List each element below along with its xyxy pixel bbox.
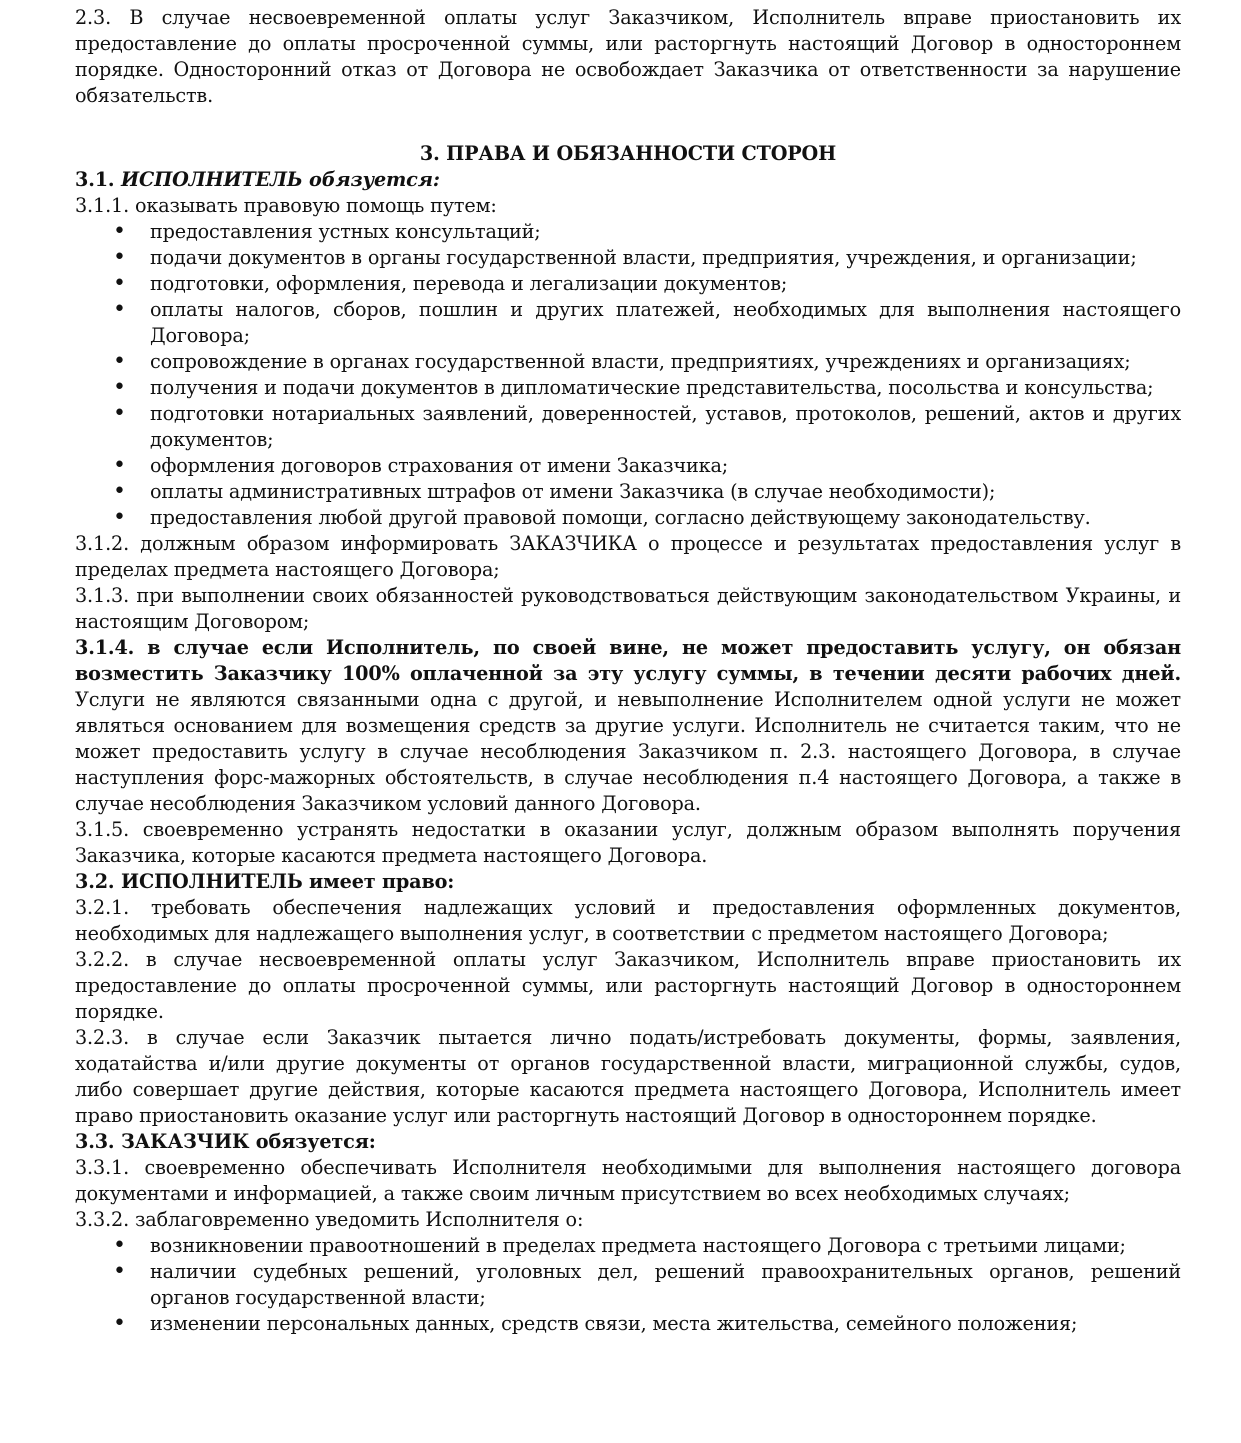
subsection-3-1 bbox=[75, 167, 1181, 193]
list-item: • оформления договоров страхования от имени Заказчика; bbox=[75, 453, 1181, 479]
list-item: • получения и подачи документов в дипломатические представительства, посольства и консульства; bbox=[75, 375, 1181, 401]
list-item: • подачи документов в органы государственной власти, предприятия, учреждения, и организации; bbox=[75, 245, 1181, 271]
list-item: • наличии судебных решений, уголовных дел, решений правоохранительных органов, решений органов государственной власти; bbox=[75, 1259, 1181, 1311]
services-list bbox=[75, 219, 1181, 531]
clause-3-1-4-bold: 3.1.4. в случае если Исполнитель, по своей вине, не может предоставить услугу, он обязан возместить Заказчику 100% оплаченной за эту услугу суммы, в течении десяти рабочих дней. bbox=[75, 636, 1181, 685]
list-item: • предоставления устных консультаций; bbox=[75, 219, 1181, 245]
clause-3-1-1: 3.1.1. оказывать правовую помощь путем: bbox=[75, 194, 497, 217]
clause-3-2-3: 3.2.3. в случае если Заказчик пытается лично подать/истребовать документы, формы, заявления, ходатайства и/или другие документы от органов государственной власти, миграционной службы, судов, либо совершает другие действия, которые касаются предмета настоящего Договора, Исполнитель имеет право приостановить оказание услуг или расторгнуть настоящий Договор в одностороннем порядке. bbox=[75, 1026, 1181, 1127]
list-item: • оплаты налогов, сборов, пошлин и других платежей, необходимых для выполнения настоящего Договора; bbox=[75, 297, 1181, 349]
clause-3-1-4 bbox=[75, 635, 1181, 817]
clause-3-1-2: 3.1.2. должным образом информировать ЗАКАЗЧИКА о процессе и результатах предоставления услуг в пределах предмета настоящего Договора; bbox=[75, 532, 1181, 581]
subsection-3-3: 3.3. ЗАКАЗЧИК обязуется: bbox=[75, 1130, 376, 1153]
section-title: 3. ПРАВА И ОБЯЗАННОСТИ СТОРОН bbox=[419, 142, 837, 165]
subsection-3-2: 3.2. ИСПОЛНИТЕЛЬ имеет право: bbox=[75, 870, 455, 893]
subsection-title: ИСПОЛНИТЕЛЬ обязуется: bbox=[121, 168, 440, 191]
list-item: • возникновении правоотношений в пределах предмета настоящего Договора с третьими лицами; bbox=[75, 1233, 1181, 1259]
clause-3-3-2: 3.3.2. заблаговременно уведомить Исполнителя о: bbox=[75, 1208, 584, 1231]
clause-2-3: 2.3. В случае несвоевременной оплаты услуг Заказчиком, Исполнитель вправе приостановить их предоставление до оплаты просроченной суммы, или расторгнуть настоящий Договор в одностороннем порядке. Односторонний отказ от Договора не освобождает Заказчика от ответственности за нарушение обязательств. bbox=[75, 6, 1181, 107]
clause-3-2-1: 3.2.1. требовать обеспечения надлежащих условий и предоставления оформленных документов, необходимых для надлежащего выполнения услуг, в соответствии с предметом настоящего Договора; bbox=[75, 896, 1181, 945]
list-item: • изменении персональных данных, средств связи, места жительства, семейного положения; bbox=[75, 1311, 1181, 1337]
document-page bbox=[75, 5, 1181, 1337]
clause-3-1-4-text: Услуги не являются связанными одна с другой, и невыполнение Исполнителем одной услуги не может являться основанием для возмещения средств за другие услуги. Исполнитель не считается таким, что не может предоставить услугу в случае несоблюдения Заказчиком п. 2.3. настоящего Договора, в случае наступления форс-мажорных обстоятельств, в случае несоблюдения п.4 настоящего Договора, а также в случае несоблюдения Заказчиком условий данного Договора. bbox=[75, 688, 1181, 815]
list-item: • оплаты административных штрафов от имени Заказчика (в случае необходимости); bbox=[75, 479, 1181, 505]
clause-3-3-1: 3.3.1. своевременно обеспечивать Исполнителя необходимыми для выполнения настоящего договора документами и информацией, а также своим личным присутствием во всех необходимых случаях; bbox=[75, 1156, 1181, 1205]
clause-3-1-3: 3.1.3. при выполнении своих обязанностей руководствоваться действующим законодательством Украины, и настоящим Договором; bbox=[75, 584, 1181, 633]
list-item: • предоставления любой другой правовой помощи, согласно действующему законодательству. bbox=[75, 505, 1181, 531]
list-item: • сопровождение в органах государственной власти, предприятиях, учреждениях и организациях; bbox=[75, 349, 1181, 375]
clause-3-1-5: 3.1.5. своевременно устранять недостатки в оказании услуг, должным образом выполнять поручения Заказчика, которые касаются предмета настоящего Договора. bbox=[75, 818, 1181, 867]
clause-3-2-2: 3.2.2. в случае несвоевременной оплаты услуг Заказчиком, Исполнитель вправе приостановить их предоставление до оплаты просроченной суммы, или расторгнуть настоящий Договор в одностороннем порядке. bbox=[75, 948, 1181, 1023]
list-item: • подготовки нотариальных заявлений, доверенностей, уставов, протоколов, решений, актов и других документов; bbox=[75, 401, 1181, 453]
subsection-number: 3.1. bbox=[75, 168, 121, 191]
list-item: • подготовки, оформления, перевода и легализации документов; bbox=[75, 271, 1181, 297]
notification-list bbox=[75, 1233, 1181, 1337]
